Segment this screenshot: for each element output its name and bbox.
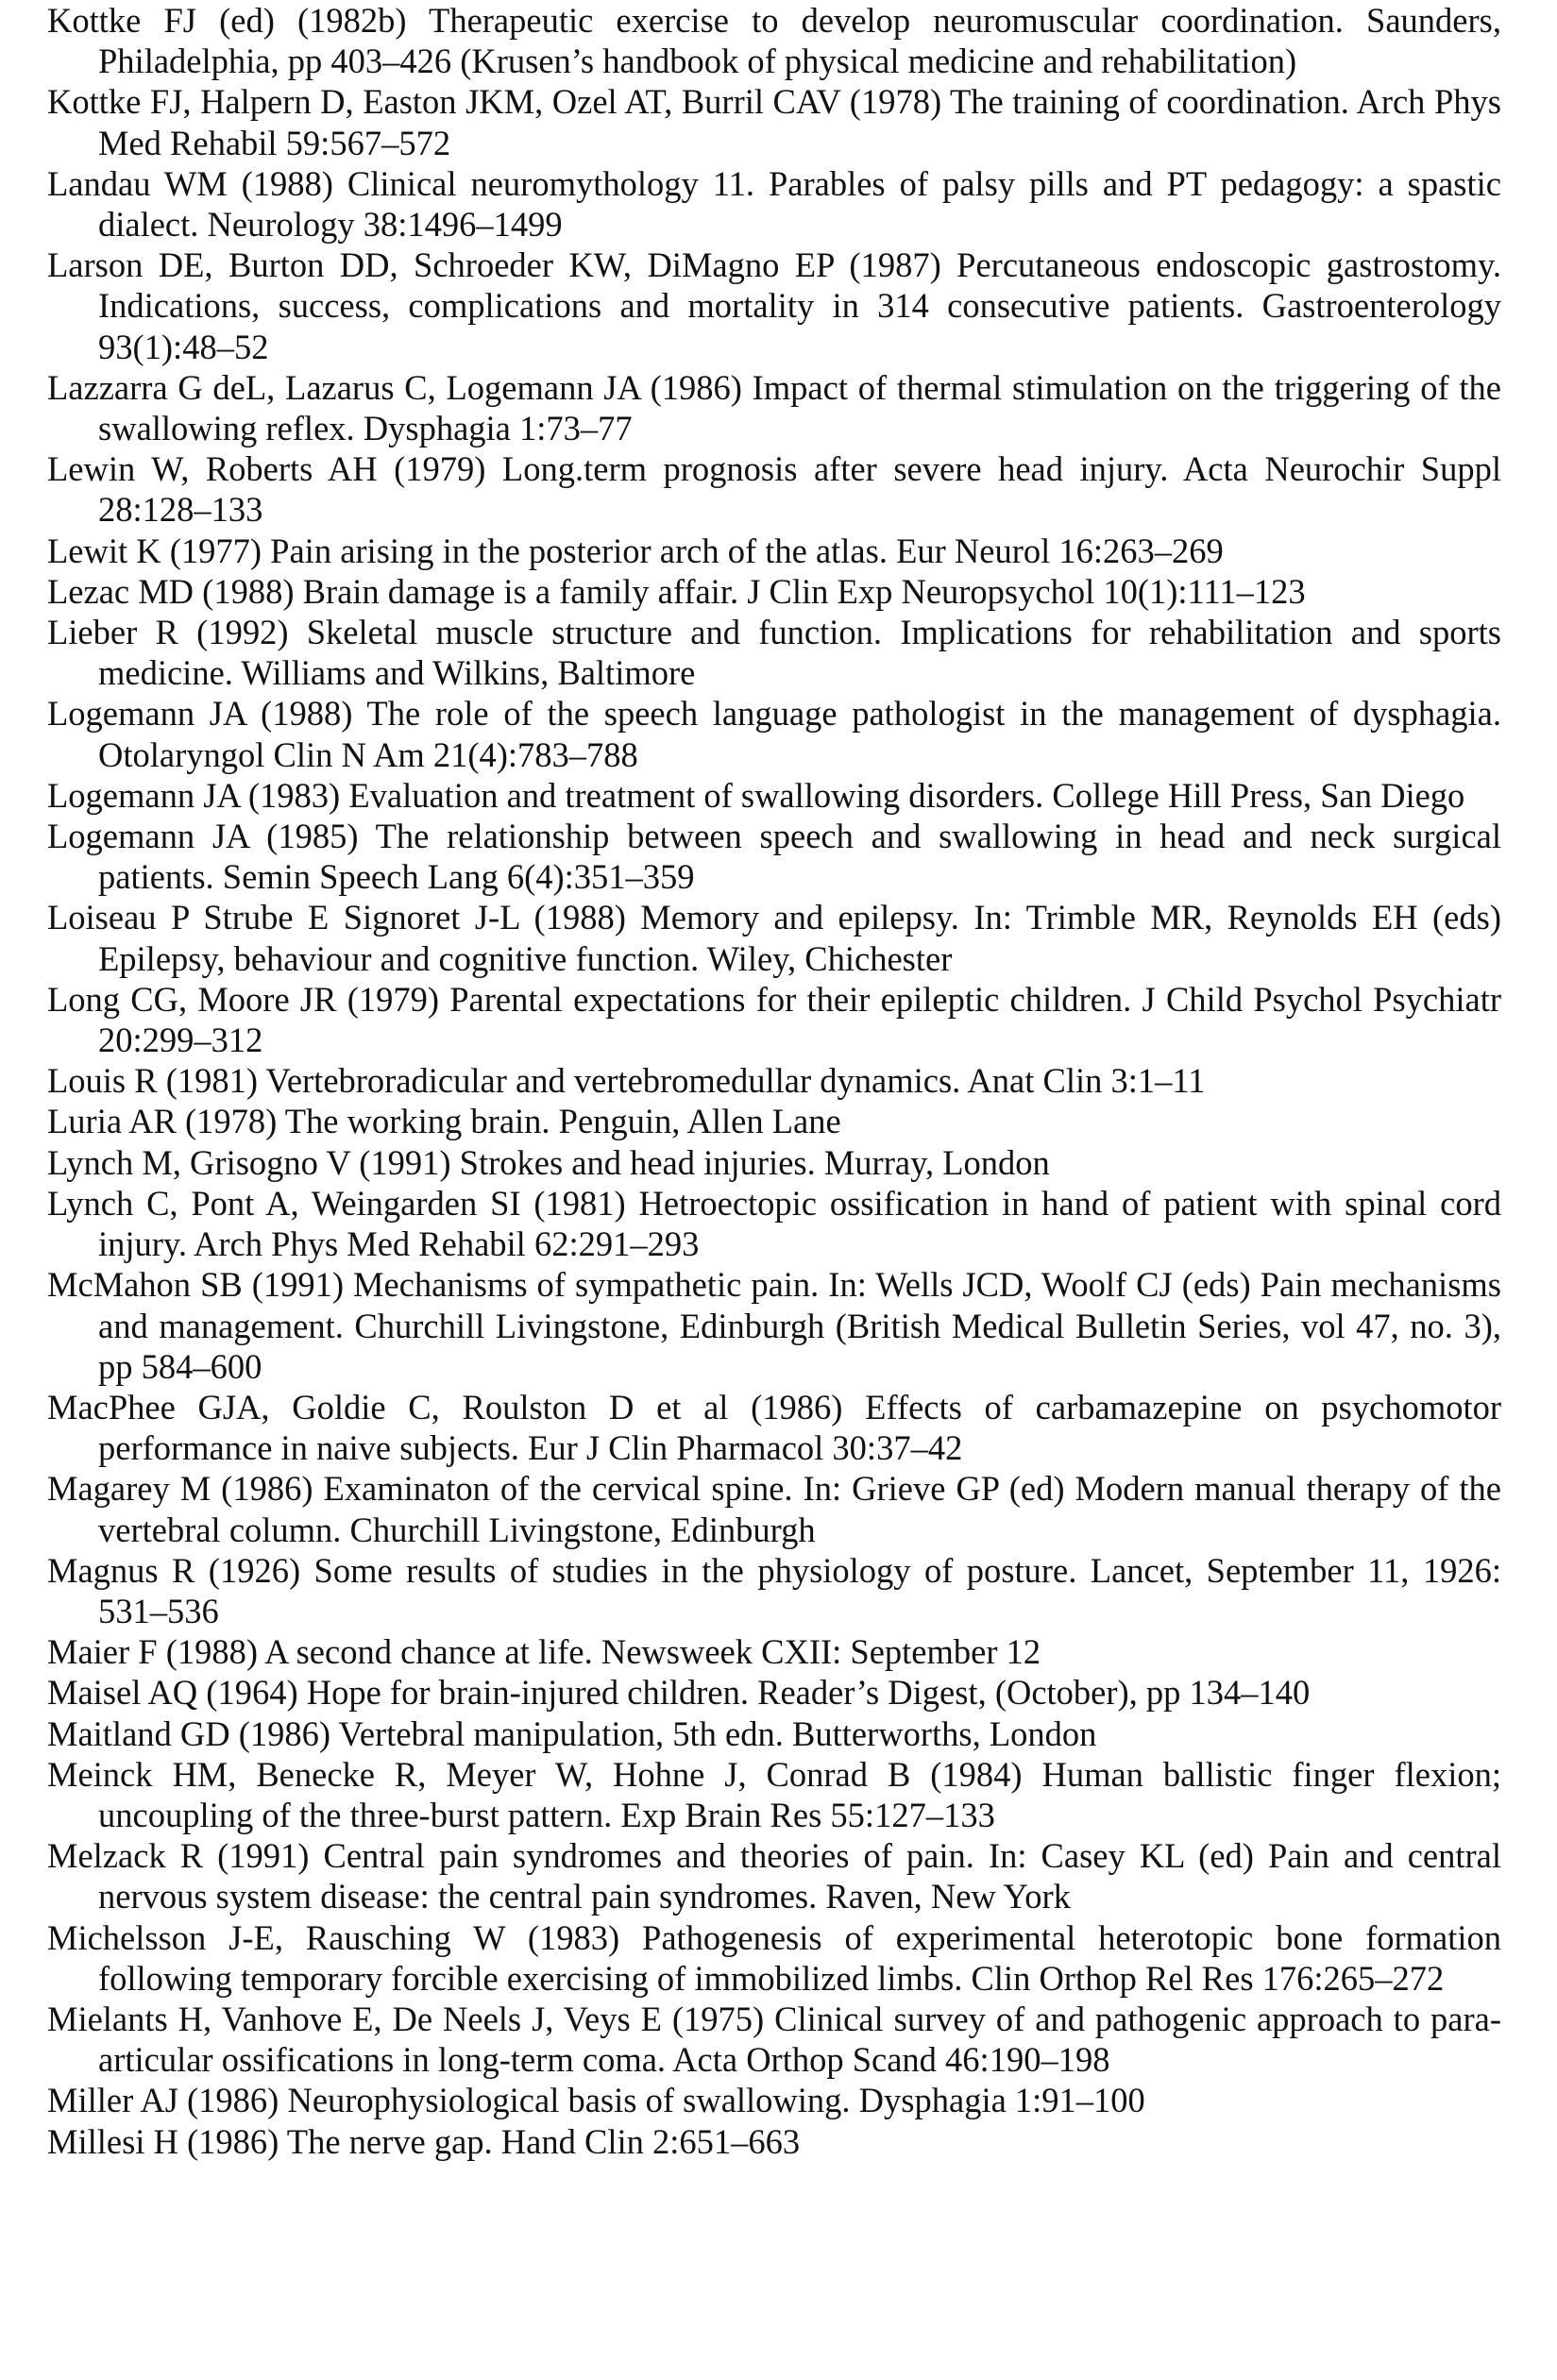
reference-entry: Logemann JA (1988) The role of the speech language pathologist in the management of dysphagia. Otolaryngol Clin N Am 21(4):783–788 <box>47 694 1501 774</box>
reference-entry: Lieber R (1992) Skeletal muscle structure and function. Implications for rehabilitation and sports medicine. Williams and Wilkins, Baltimore <box>47 613 1501 693</box>
reference-entry: Loiseau P Strube E Signoret J-L (1988) Memory and epilepsy. In: Trimble MR, Reynolds EH (eds) Epilepsy, behaviour and cognitive function. Wiley, Chichester <box>47 898 1501 978</box>
reference-entry: Larson DE, Burton DD, Schroeder KW, DiMagno EP (1987) Percutaneous endoscopic gastrostomy. Indications, success, complications and mortality in 314 consecutive patients. Gastroenterology 93(1):48–52 <box>47 245 1501 366</box>
reference-entry: McMahon SB (1991) Mechanisms of sympathetic pain. In: Wells JCD, Woolf CJ (eds) Pain mechanisms and management. Churchill Livingstone, Edinburgh (British Medical Bulletin Series, vol 47, no. 3), pp 584–600 <box>47 1265 1501 1386</box>
reference-entry: Michelsson J-E, Rausching W (1983) Pathogenesis of experimental heterotopic bone formation following temporary forcible exercising of immobilized limbs. Clin Orthop Rel Res 176:265–272 <box>47 1917 1501 1998</box>
reference-entry: Millesi H (1986) The nerve gap. Hand Clin 2:651–663 <box>47 2121 801 2161</box>
reference-entry: Logemann JA (1985) The relationship between speech and swallowing in head and neck surgical patients. Semin Speech Lang 6(4):351–359 <box>47 817 1501 897</box>
reference-list <box>47 0 1501 2162</box>
reference-entry: Louis R (1981) Vertebroradicular and vertebromedullar dynamics. Anat Clin 3:1–11 <box>47 1061 1206 1101</box>
reference-entry: Magarey M (1986) Examinaton of the cervical spine. In: Grieve GP (ed) Modern manual therapy of the vertebral column. Churchill Livingstone, Edinburgh <box>47 1469 1501 1549</box>
reference-entry: Maisel AQ (1964) Hope for brain-injured children. Reader’s Digest, (October), pp 134–140 <box>47 1673 1311 1713</box>
reference-entry: Magnus R (1926) Some results of studies in the physiology of posture. Lancet, September 11, 1926: 531–536 <box>47 1550 1501 1630</box>
reference-entry: Long CG, Moore JR (1979) Parental expectations for their epileptic children. J Child Psychol Psychiatr 20:299–312 <box>47 979 1501 1060</box>
reference-entry: Lynch C, Pont A, Weingarden SI (1981) Hetroectopic ossification in hand of patient with spinal cord injury. Arch Phys Med Rehabil 62:291–293 <box>47 1183 1501 1264</box>
reference-entry: Lezac MD (1988) Brain damage is a family affair. J Clin Exp Neuropsychol 10(1):111–123 <box>47 571 1306 611</box>
reference-entry: Logemann JA (1983) Evaluation and treatment of swallowing disorders. College Hill Press, San Diego <box>47 775 1465 815</box>
reference-entry: Mielants H, Vanhove E, De Neels J, Veys E (1975) Clinical survey of and pathogenic approach to para-articular ossifications in long-term coma. Acta Orthop Scand 46:190–198 <box>47 1999 1501 2080</box>
reference-entry: MacPhee GJA, Goldie C, Roulston D et al (1986) Effects of carbamazepine on psychomotor performance in naive subjects. Eur J Clin Pharmacol 30:37–42 <box>47 1387 1501 1468</box>
reference-entry: Lynch M, Grisogno V (1991) Strokes and head injuries. Murray, London <box>47 1142 1050 1182</box>
reference-entry: Lewit K (1977) Pain arising in the posterior arch of the atlas. Eur Neurol 16:263–269 <box>47 531 1224 570</box>
reference-entry: Miller AJ (1986) Neurophysiological basis of swallowing. Dysphagia 1:91–100 <box>47 2081 1145 2120</box>
reference-entry: Luria AR (1978) The working brain. Penguin, Allen Lane <box>47 1102 841 1141</box>
reference-entry: Kottke FJ, Halpern D, Easton JKM, Ozel AT, Burril CAV (1978) The training of coordination. Arch Phys Med Rehabil 59:567–572 <box>47 82 1501 162</box>
reference-entry: Kottke FJ (ed) (1982b) Therapeutic exercise to develop neuromuscular coordination. Saunders, Philadelphia, pp 403–426 (Krusen’s handbook of physical medicine and rehabilitation) <box>47 1 1501 81</box>
reference-entry: Landau WM (1988) Clinical neuromythology 11. Parables of palsy pills and PT pedagogy: a spastic dialect. Neurology 38:1496–1499 <box>47 163 1501 245</box>
reference-entry: Maitland GD (1986) Vertebral manipulation, 5th edn. Butterworths, London <box>47 1713 1097 1753</box>
reference-entry: Lazzarra G deL, Lazarus C, Logemann JA (1986) Impact of thermal stimulation on the triggering of the swallowing reflex. Dysphagia 1:73–77 <box>47 367 1501 448</box>
reference-entry: Maier F (1988) A second chance at life. Newsweek CXII: September 12 <box>47 1632 1041 1672</box>
reference-entry: Melzack R (1991) Central pain syndromes and theories of pain. In: Casey KL (ed) Pain and central nervous system disease: the central pain syndromes. Raven, New York <box>47 1836 1501 1916</box>
reference-entry: Meinck HM, Benecke R, Meyer W, Hohne J, Conrad B (1984) Human ballistic finger flexion; uncoupling of the three-burst pattern. Exp Brain Res 55:127–133 <box>47 1754 1501 1834</box>
reference-entry: Lewin W, Roberts AH (1979) Long.term prognosis after severe head injury. Acta Neurochir Suppl 28:128–133 <box>47 449 1501 530</box>
